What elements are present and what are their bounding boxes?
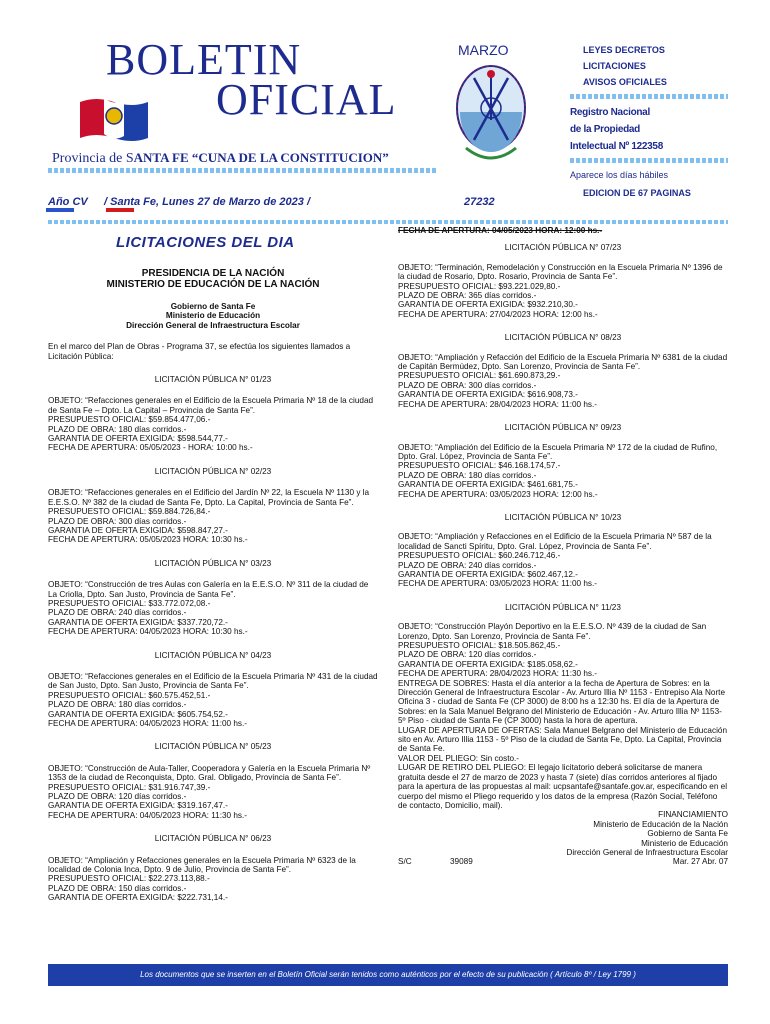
registry-divider <box>570 158 728 163</box>
tender-apertura: FECHA DE APERTURA: 28/04/2023 HORA: 11:30 hs.- <box>398 669 598 679</box>
tender-garantia: GARANTIA DE OFERTA EXIGIDA: $598.544,77.- <box>48 434 228 444</box>
appears-note: Aparece los días hábiles <box>570 170 669 180</box>
tender-objeto: OBJETO: “Refacciones generales en el Edificio de la Escuela Primaria Nº 431 de la ciudad de San Justo, Dpto. San Justo, Provincia de Santa Fe”. <box>48 671 378 691</box>
accent-bar-red <box>106 208 134 212</box>
sc-date: Mar. 27 Abr. 07 <box>672 857 728 867</box>
registry-line: Registro Nacional <box>570 107 650 118</box>
tender-objeto: OBJETO: “Ampliación y Refacciones generales en la Escuela Primaria Nº 6323 de la localidad de Colonia Inca, Dpto. 9 de Julio, Provincia de Santa Fe”. <box>48 855 356 875</box>
registry-block <box>570 104 663 155</box>
section-title: LICITACIONES DEL DIA <box>116 234 295 251</box>
tender-plazo: PLAZO DE OBRA: 120 días corridos.- <box>398 650 537 660</box>
tender-plazo: PLAZO DE OBRA: 150 días corridos.- <box>48 883 187 893</box>
tender-objeto: OBJETO: “Refacciones generales en el Edificio de la Escuela Primaria Nº 18 de la ciudad de Santa Fe – Dpto. La Capital – Provincia de Santa Fe”. <box>48 396 374 415</box>
tender-presupuesto: PRESUPUESTO OFICIAL: $59.884.726,84.- <box>48 507 211 517</box>
gov-line: Gobierno de Santa Fe <box>170 302 256 311</box>
issue-month: MARZO <box>458 42 509 58</box>
tender-presupuesto: PRESUPUESTO OFICIAL: $93.221.029,80.- <box>398 281 561 291</box>
category-item: LICITACIONES <box>583 61 646 71</box>
tender-objeto: OBJETO: “Construcción de tres Aulas con Galería en la E.E.S.O. Nº 311 de la ciudad de La Criolla, Dpto. San Justo, Provincia de Santa Fe”. <box>48 580 369 599</box>
tender-objeto: OBJETO: “Construcción Playón Deportivo en la E.E.S.O. Nº 439 de la ciudad de San Lorenzo, Dpto. San Lorenzo, Provincia de Santa Fe”. <box>398 622 707 641</box>
org-heading: PRESIDENCIA DE LA NACIÓN <box>141 268 285 279</box>
left-column <box>48 268 378 903</box>
masthead-divider <box>48 168 438 173</box>
tender-presupuesto: PRESUPUESTO OFICIAL: $31.916.747,39.- <box>48 782 211 792</box>
lugar-text: LUGAR DE APERTURA DE OFERTAS: Sala Manuel Belgrano del Ministerio de Educación sito en Av. Arturo Illia 1153 - 5º Piso de la ciudad de Santa Fe, Dpto. La Capital, Provincia de Santa Fe. <box>398 725 728 754</box>
tender-title: LICITACIÓN PÚBLICA N° 06/23 <box>154 834 272 844</box>
header-divider <box>48 220 728 224</box>
tender-presupuesto: PRESUPUESTO OFICIAL: $60.246.712,46.- <box>398 551 561 561</box>
tender-title: LICITACIÓN PÚBLICA N° 09/23 <box>504 423 622 433</box>
province-shield-icon <box>452 60 530 170</box>
categories-list <box>583 42 667 90</box>
tender-apertura: FECHA DE APERTURA: 04/05/2023 HORA: 10:30 hs.- <box>48 627 248 637</box>
province-line <box>52 150 389 167</box>
tender-plazo: PLAZO DE OBRA: 180 días corridos.- <box>48 700 187 710</box>
province-prefix: Provincia de S <box>52 151 134 166</box>
tender-objeto: OBJETO: “Ampliación y Refacciones en el Edificio de la Escuela Primaria Nº 587 de la localidad de Sancti Spíritu, Dpto. Gral. López, Provincia de Santa Fe”. <box>398 532 712 551</box>
tender-plazo: PLAZO DE OBRA: 300 días corridos.- <box>398 380 537 390</box>
tender-plazo: PLAZO DE OBRA: 300 días corridos.- <box>48 516 187 526</box>
edition-note: EDICION DE 67 PAGINAS <box>583 188 691 198</box>
tender-plazo: PLAZO DE OBRA: 240 días corridos.- <box>398 560 537 570</box>
tender-garantia: GARANTIA DE OFERTA EXIGIDA: $605.754,52.- <box>48 709 228 719</box>
tender-presupuesto: PRESUPUESTO OFICIAL: $60.575.452,51.- <box>48 690 211 700</box>
org-heading: MINISTERIO DE EDUCACIÓN DE LA NACIÓN <box>106 279 320 290</box>
tender-apertura: FECHA DE APERTURA: 04/05/2023 HORA: 11:00 hs.- <box>48 719 248 728</box>
categories-divider <box>570 94 728 99</box>
financing-line: Dirección General de Infraestructura Escolar <box>566 847 728 857</box>
tender-presupuesto: PRESUPUESTO OFICIAL: $61.690.873,29.- <box>398 371 561 381</box>
tender-presupuesto: PRESUPUESTO OFICIAL: $33.772.072,08.- <box>48 598 211 608</box>
tender-apertura: FECHA DE APERTURA: 28/04/2023 HORA: 11:00 hs.- <box>398 399 598 409</box>
tender-apertura: FECHA DE APERTURA: 04/05/2023 HORA: 11:30 hs.- <box>48 810 248 820</box>
tender-title: LICITACIÓN PÚBLICA N° 02/23 <box>154 466 272 476</box>
gov-line: Dirección General de Infraestructura Escolar <box>126 320 300 330</box>
tender-garantia: GARANTIA DE OFERTA EXIGIDA: $222.731,14.- <box>48 893 228 903</box>
tender-apertura: FECHA DE APERTURA: 05/05/2023 HORA: 10:30 hs.- <box>48 535 248 545</box>
tender-title: LICITACIÓN PÚBLICA N° 03/23 <box>154 558 272 568</box>
registry-line: de la Propiedad <box>570 124 640 135</box>
tender-objeto: OBJETO: “Terminación, Remodelación y Construcción en la Escuela Primaria Nº 1396 de la ciudad de Rosario, Dpto. Rosario, Provincia de Santa Fe”. <box>398 262 723 282</box>
tender-garantia: GARANTIA DE OFERTA EXIGIDA: $932.210,30.- <box>398 300 578 310</box>
financing-line: Ministerio de Educación <box>641 838 728 848</box>
sc-number: 39089 <box>450 857 473 867</box>
intro-text: En el marco del Plan de Obras - Programa 37, se efectúa los siguientes llamados a Licitación Pública: <box>48 342 351 361</box>
accent-bar-blue <box>46 208 74 212</box>
financing-block <box>398 810 728 857</box>
tender-plazo: PLAZO DE OBRA: 180 días corridos.- <box>398 470 537 480</box>
tender-garantia: GARANTIA DE OFERTA EXIGIDA: $337.720,72.- <box>48 617 228 627</box>
right-column <box>398 226 728 868</box>
tender-title: LICITACIÓN PÚBLICA N° 01/23 <box>154 375 272 385</box>
tender-garantia: GARANTIA DE OFERTA EXIGIDA: $598.847,27.- <box>48 525 228 535</box>
tender-apertura: FECHA DE APERTURA: 27/04/2023 HORA: 12:00 hs.- <box>398 309 598 319</box>
date-line: / Santa Fe, Lunes 27 de Marzo de 2023 / <box>104 196 311 208</box>
issue-number: 27232 <box>464 196 495 208</box>
tender-title: LICITACIÓN PÚBLICA N° 10/23 <box>504 512 622 522</box>
tender-presupuesto: PRESUPUESTO OFICIAL: $59.854.477,06.- <box>48 415 211 425</box>
tender-plazo: PLAZO DE OBRA: 120 días corridos.- <box>48 792 187 802</box>
tender-title: LICITACIÓN PÚBLICA N° 08/23 <box>504 333 622 343</box>
province-rest: ANTA FE “CUNA DE LA CONSTITUCION” <box>133 150 389 165</box>
masthead-title-line1: BOLETIN <box>106 35 302 84</box>
financing-line: FINANCIAMIENTO <box>658 810 728 820</box>
flag-emblem-icon <box>78 92 150 144</box>
tender-garantia: GARANTIA DE OFERTA EXIGIDA: $461.681,75.- <box>398 480 578 490</box>
valor-text: VALOR DEL PLIEGO: Sin costo.- <box>398 753 520 763</box>
tender-plazo: PLAZO DE OBRA: 240 días corridos.- <box>48 608 187 618</box>
tender-presupuesto: PRESUPUESTO OFICIAL: $22.273.113,88.- <box>48 874 210 884</box>
sc-label: S/C <box>398 857 412 867</box>
tender-title: LICITACIÓN PÚBLICA N° 05/23 <box>154 742 272 752</box>
tender-plazo: PLAZO DE OBRA: 180 días corridos.- <box>48 424 187 434</box>
tender-presupuesto: PRESUPUESTO OFICIAL: $18.505.862,45.- <box>398 641 561 650</box>
tender-garantia: GARANTIA DE OFERTA EXIGIDA: $185.058,62.- <box>398 659 578 669</box>
category-item: LEYES DECRETOS <box>583 45 665 55</box>
gov-line: Ministerio de Educación <box>165 311 261 321</box>
footer-legal-banner: Los documentos que se inserten en el Boletín Oficial serán tenidos como auténticos por el efecto de su publicación ( Artículo 8º / Ley 1799 ) <box>48 964 728 986</box>
financing-line: Ministerio de Educación de la Nación <box>593 819 728 829</box>
sc-line <box>398 857 728 868</box>
tender-title: LICITACIÓN PÚBLICA N° 11/23 <box>505 602 621 612</box>
tender-apertura: FECHA DE APERTURA: 03/05/2023 HORA: 12:00 hs.- <box>398 489 598 499</box>
tender-objeto: OBJETO: “Ampliación del Edificio de la Escuela Primaria Nº 172 de la ciudad de Rufino, Dpto. Gral. López, Provincia de Santa Fe”. <box>398 442 718 461</box>
financing-line: Gobierno de Santa Fe <box>647 829 728 839</box>
tender-plazo: PLAZO DE OBRA: 365 días corridos.- <box>398 291 537 301</box>
carryover-apertura: FECHA DE APERTURA: 04/05/2023 HORA: 12:00 hs.- <box>398 226 603 235</box>
tender-garantia: GARANTIA DE OFERTA EXIGIDA: $616.908,73.- <box>398 390 578 400</box>
tender-garantia: GARANTIA DE OFERTA EXIGIDA: $319.167,47.- <box>48 801 228 811</box>
year-label: Año CV <box>48 196 88 208</box>
tender-title: LICITACIÓN PÚBLICA N° 04/23 <box>154 650 272 660</box>
registry-line: Intelectual Nº 122358 <box>570 141 663 152</box>
tender-title: LICITACIÓN PÚBLICA N° 07/23 <box>504 243 622 253</box>
tender-apertura: FECHA DE APERTURA: 03/05/2023 HORA: 11:00 hs.- <box>398 579 598 589</box>
tender-objeto: OBJETO: “Ampliación y Refacción del Edificio de la Escuela Primaria Nº 6381 de la ciudad de Capitán Bermúdez, Dpto. San Lorenzo, Provincia de Santa Fe”. <box>398 352 728 372</box>
tender-objeto: OBJETO: “Construcción de Aula-Taller, Cooperadora y Galería en la Escuela Primaria Nº 1353 de la ciudad de Reconquista, Dpto. Gral. Obligado, Provincia de Santa Fe”. <box>48 763 371 783</box>
tender-garantia: GARANTIA DE OFERTA EXIGIDA: $602.467,12.- <box>398 569 578 579</box>
tender-apertura: FECHA DE APERTURA: 05/05/2023 - HORA: 10:00 hs.- <box>48 443 253 453</box>
entrega-text: ENTREGA DE SOBRES: Hasta el día anterior a la fecha de Apertura de Sobres: en la Dirección General de Infraestructura Escolar - Av. Arturo Illia Nº 1153 - Entrepiso Ala Norte Oficina 3 - ciudad de Santa Fe (CP 3000) de 8:00 hs a 12:30 hs. El día de la Apertura de Sobres: en la Sala Manuel Belgrano del Ministerio de Educación - Av. Arturo Illia Nº 1153- 5º Piso - ciudad de Santa Fe (CP 3000) hasta la hora de apertura. <box>398 678 725 726</box>
category-item: AVISOS OFICIALES <box>583 77 667 87</box>
tender-presupuesto: PRESUPUESTO OFICIAL: $46.168.174,57.- <box>398 461 561 471</box>
tender-objeto: OBJETO: “Refacciones generales en el Edificio del Jardín Nº 22, la Escuela Nº 1130 y la E.E.S.O. Nº 382 de la ciudad de Santa Fe, Dpto. La Capital, Provincia de Santa Fe”. <box>48 488 370 507</box>
retiro-text: LUGAR DE RETIRO DEL PLIEGO: El legajo licitatorio deberá solicitarse de manera gratuita desde el 27 de marzo de 2023 y hasta 7 (siete) días corridos anteriores al fijado para la apertura de las propuestas al mail: ucpsantafe@santafe.gov.ar, especificando en el cuerpo del mismo el Pliego requerido y los datos de la empresa (Razón Social, Teléfono de contacto, Domicilio, mail). <box>398 763 728 810</box>
masthead-title-line2: OFICIAL <box>216 75 397 124</box>
